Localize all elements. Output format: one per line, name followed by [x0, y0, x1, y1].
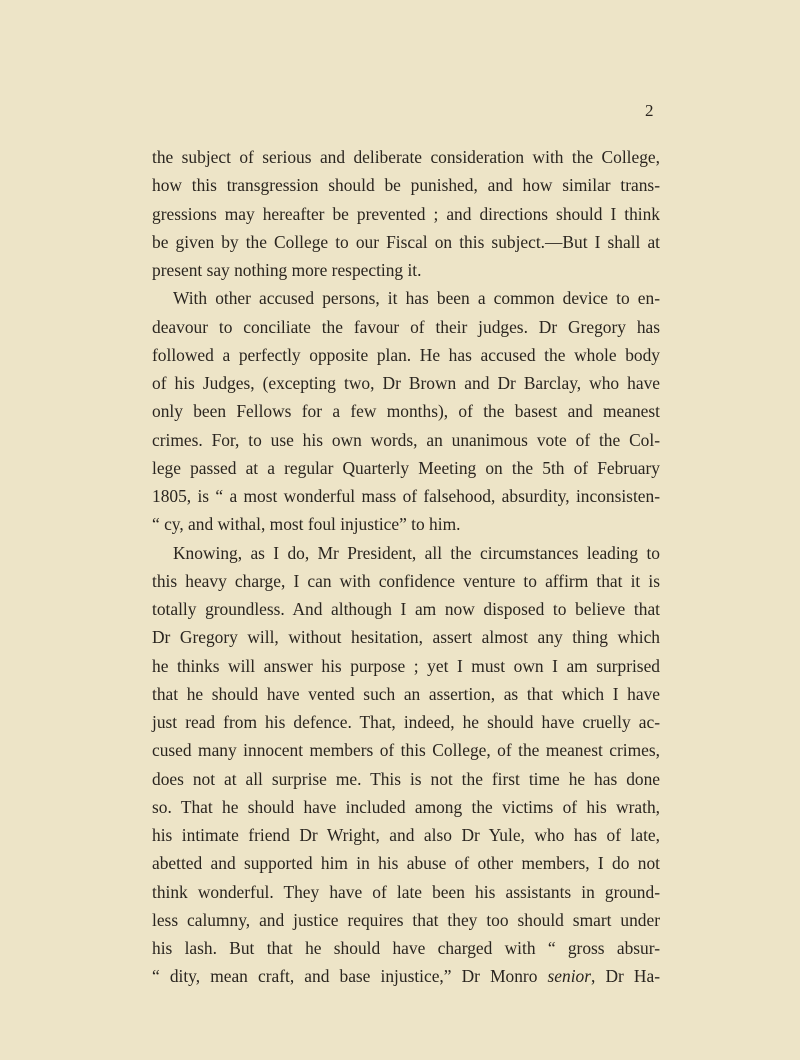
text-line: his intimate friend Dr Wright, and also Dr Yule, who has of late,: [152, 825, 660, 845]
text-line: lege passed at a regular Quarterly Meeting on the 5th of February: [152, 457, 660, 478]
text-line: the subject of serious and deliberate consideration with the College,: [152, 147, 660, 167]
text-line: followed a perfectly opposite plan. He has accused the whole body: [152, 344, 660, 365]
text-line-final: [152, 962, 660, 990]
text-line: gressions may hereafter be prevented ; and directions should I think: [152, 203, 660, 224]
text-line: only been Fellows for a few months), of the basest and meanest: [152, 401, 660, 422]
text-line: present say nothing more respecting it.: [152, 260, 422, 280]
text-line: 1805, is “ a most wonderful mass of falsehood, absurdity, inconsisten-: [152, 486, 660, 506]
text-line: totally groundless. And although I am now disposed to believe that: [152, 599, 660, 619]
body-text: [152, 143, 660, 991]
text-line: does not at all surprise me. This is not the first time he has done: [152, 768, 660, 789]
text-line: Dr Gregory will, without hesitation, assert almost any thing which: [152, 627, 660, 648]
text-line: of his Judges, (excepting two, Dr Brown and Dr Barclay, who have: [152, 373, 660, 393]
paragraph-start-line: Knowing, as I do, Mr President, all the circumstances leading to: [173, 542, 660, 563]
text-line: “ cy, and withal, most foul injustice” to him.: [152, 514, 461, 535]
text-line: be given by the College to our Fiscal on this subject.—But I shall at: [152, 231, 660, 252]
text-line: less calumny, and justice requires that they too should smart under: [152, 909, 660, 930]
text-line: think wonderful. They have of late been his assistants in ground-: [152, 881, 660, 902]
text-line: cused many innocent members of this College, of the meanest crimes,: [152, 740, 660, 761]
text-line: crimes. For, to use his own words, an unanimous vote of the Col-: [152, 429, 660, 450]
paragraph-start-line: With other accused persons, it has been a common device to en-: [173, 288, 660, 309]
text-line: how this transgression should be punished, and how similar trans-: [152, 175, 660, 196]
page-number: 2: [645, 101, 654, 120]
text-line: deavour to conciliate the favour of their judges. Dr Gregory has: [152, 316, 660, 337]
text-line: he thinks will answer his purpose ; yet I must own I am surprised: [152, 655, 660, 676]
text-line: abetted and supported him in his abuse of other members, I do not: [152, 853, 660, 874]
final-line-before: “ dity, mean craft, and base injustice,” Dr Monro: [152, 966, 548, 987]
text-line: just read from his defence. That, indeed, he should have cruelly ac-: [152, 712, 660, 732]
final-line-after: , Dr Ha-: [591, 966, 661, 987]
final-line-italic: senior: [547, 966, 592, 987]
text-line: so. That he should have included among the victims of his wrath,: [152, 796, 660, 817]
text-line: his lash. But that he should have charged with “ gross absur-: [152, 938, 660, 958]
text-line: this heavy charge, I can with confidence venture to affirm that it is: [152, 570, 660, 591]
text-line: that he should have vented such an assertion, as that which I have: [152, 683, 660, 704]
